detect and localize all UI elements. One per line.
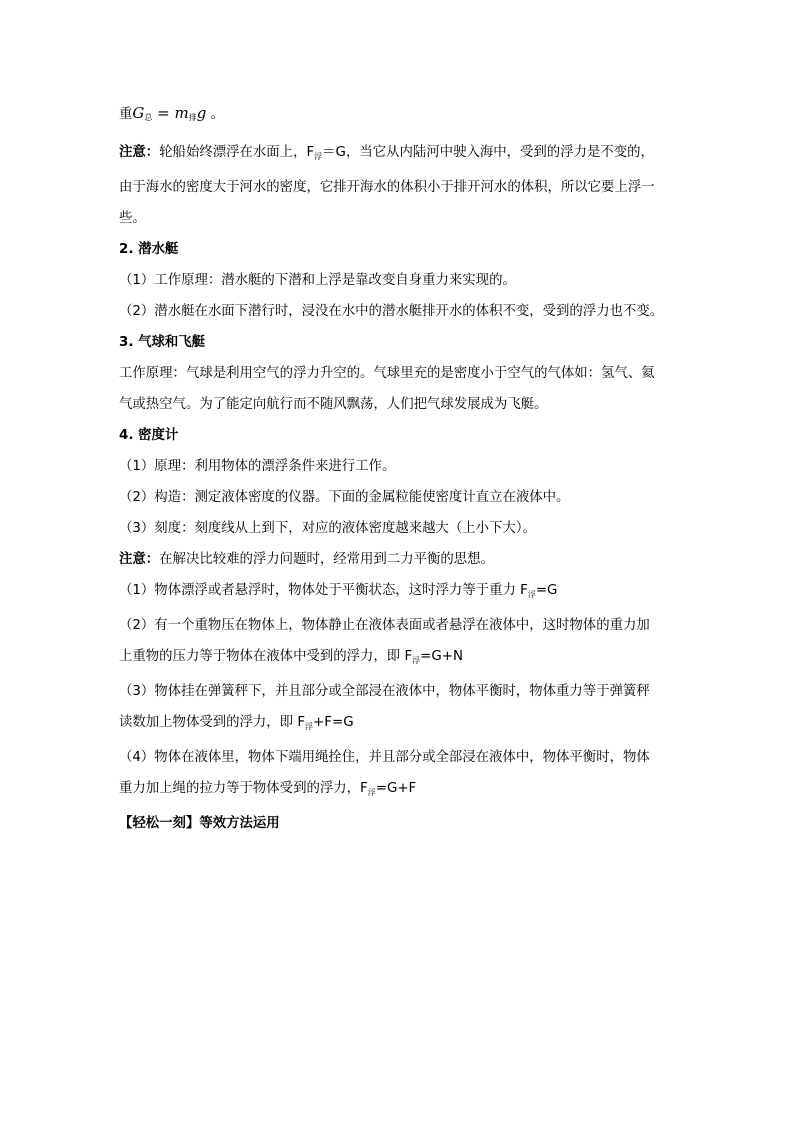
formula-equals: = [152,104,175,122]
note-2-item-4-line-1: （4）物体在液体里，物体下端用绳拴住，并且部分或全部浸在液体中，物体平衡时，物体 [119,750,650,765]
formula-prefix: 重 [119,107,133,122]
note-2-item-1-text-a: （1）物体漂浮或者悬浮时，物体处于平衡状态，这时浮力等于重力 F [119,583,528,598]
note-2-item-2-subscript: 浮 [412,656,421,665]
note-2-item-2-text-b: =G+N [420,649,464,664]
section-4-item-1: （1）原理：利用物体的漂浮条件来进行工作。 [119,459,396,474]
note-2-item-3-line-2 [119,707,685,742]
section-2-heading: 2. 潜水艇 [119,242,179,257]
note-1-text-b: ＝G，当它从内陆河中驶入海中，受到的浮力是不变的， [322,145,654,160]
formula-gravity: g [196,104,207,122]
note-1-line-3: 些。 [119,211,146,226]
note-2-item-2-text-a: 上重物的压力等于物体在液体中受到的浮力，即 F [119,649,413,664]
section-4-item-2: （2）构造：测定液体密度的仪器。下面的金属粒能使密度计直立在液体中。 [119,490,570,505]
section-4-heading: 4. 密度计 [119,428,179,443]
note-2-item-3-line-1: （3）物体挂在弹簧秤下，并且部分或全部浸在液体中，物体平衡时，物体重力等于弹簧秤 [119,684,650,699]
note-1-label: 注意： [119,145,160,160]
note-2-item-1-subscript: 浮 [527,590,536,599]
note-1-line-2: 由于海水的密度大于河水的密度，它排开海水的体积小于排开河水的体积，所以它要上浮一 [119,180,655,195]
note-2-item-3-subscript: 浮 [305,722,314,731]
note-2-item-2-line-2 [119,641,685,676]
formula-suffix: 。 [206,107,224,122]
note-2-item-1-text-b: =G [535,583,558,598]
note-2-item-2-line-1: （2）有一个重物压在物体上，物体静止在液体表面或者悬浮在液体中，这时物体的重力加 [119,618,650,633]
note-2-item-1 [119,575,685,610]
note-2-text: 在解决比较难的浮力问题时，经常用到二力平衡的思想。 [159,552,494,567]
note-2-item-4-line-2 [119,773,685,808]
note-1-subscript: 浮 [314,152,323,161]
section-3-line-2: 气或热空气。为了能定向航行而不随风飘荡，人们把气球发展成为飞艇。 [119,397,548,412]
formula-line [119,98,685,133]
section-2-item-1: （1）工作原理：潜水艇的下潜和上浮是靠改变自身重力来实现的。 [119,273,516,288]
note-2-item-3-text-a: 读数加上物体受到的浮力，即 F [119,715,306,730]
footer-heading: 【轻松一刻】等效方法运用 [119,816,280,831]
document-page [119,98,685,839]
formula-g: G [132,104,145,122]
note-2-item-4-text-a: 重力加上绳的拉力等于物体受到的浮力，F [119,781,368,796]
note-2-item-4-text-b: =G+F [375,781,417,796]
note-1-text-a: 轮船始终漂浮在水面上，F [159,145,315,160]
note-2-item-4-subscript: 浮 [367,788,376,797]
note-2-label: 注意： [119,552,160,567]
note-1-line-1 [119,137,685,172]
formula-m-subscript: 排 [188,113,197,122]
note-2-item-3-text-b: +F=G [313,715,354,730]
formula-g-subscript: 总 [144,113,153,122]
section-4-item-3: （3）刻度：刻度线从上到下，对应的液体密度越来越大（上小下大）。 [119,521,536,536]
section-3-line-1: 工作原理：气球是利用空气的浮力升空的。气球里充的是密度小于空气的气体如：氢气、氦 [119,366,655,381]
note-2-line [119,544,685,575]
section-3-heading: 3. 气球和飞艇 [119,335,206,350]
formula-m: m [174,104,189,122]
section-2-item-2: （2）潜水艇在水面下潜行时，浸没在水中的潜水艇排开水的体积不变，受到的浮力也不变。 [119,304,664,319]
